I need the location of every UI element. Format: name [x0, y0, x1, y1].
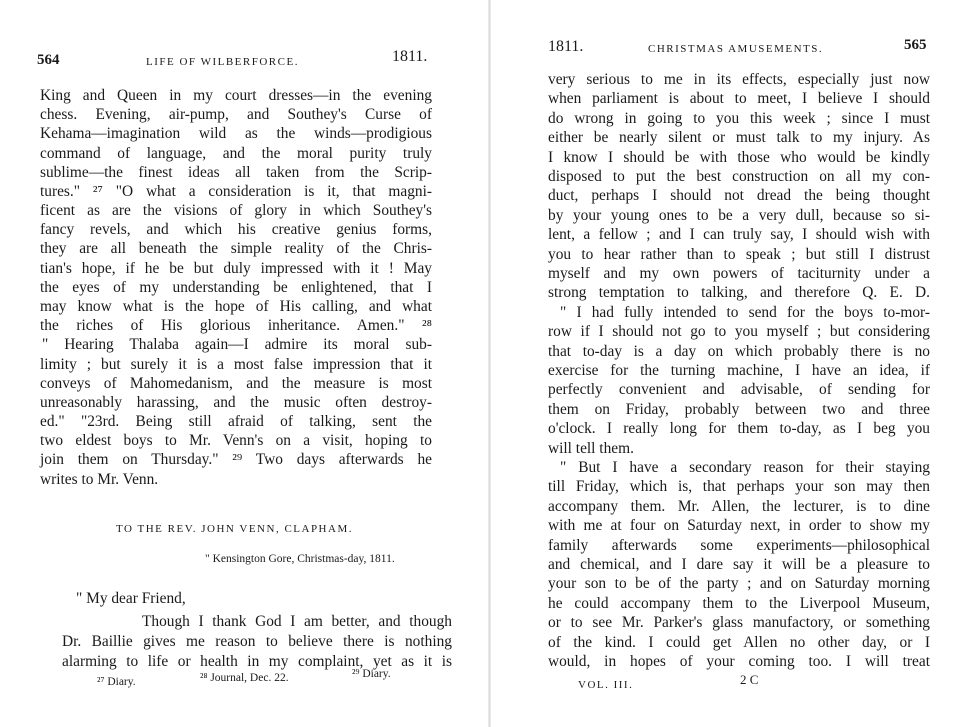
text-line: o'clock. I really long for them to-day, as I beg you [548, 420, 930, 438]
left-running-title-text: LIFE OF WILBERFORCE. [146, 56, 299, 68]
text-line: Though I thank God I am better, and though [142, 613, 452, 630]
text-line: Kehama—imagination wild as the winds—prodigious [40, 125, 432, 143]
text-line: when parliament is about to meet, I believe I should [548, 90, 930, 108]
footnote-28: ²⁸ Journal, Dec. 22. [200, 672, 289, 684]
right-running-title-text: CHRISTMAS AMUSEMENTS. [648, 43, 824, 55]
text-line: I know I should be with those who would be kindly [548, 148, 930, 166]
text-line: unreasonably harassing, and the music often destroy- [40, 393, 432, 411]
text-line: he could accompany them to the Liverpool Museum, [548, 594, 930, 612]
left-year: 1811. [392, 48, 428, 65]
text-line: command of language, and the moral purity truly [40, 144, 432, 162]
text-line: two eldest boys to Mr. Venn's on a visit, hoping to [40, 432, 432, 450]
text-line: conveys of Mahomedanism, and the measure is most [40, 374, 432, 392]
left-page-number: 564 [37, 52, 60, 68]
text-line: and chemical, and I dare say it will be a pleasure to [548, 556, 930, 573]
right-page [490, 0, 980, 727]
text-line: " But I have a secondary reason for their staying [560, 459, 930, 476]
letter-salutation: " My dear Friend, [76, 590, 186, 607]
text-line: lent, a fellow ; and I can truly say, I should wish with [548, 226, 930, 244]
text-line: would, in hopes of your coming too. I will treat [548, 653, 930, 670]
signature-volume [578, 676, 633, 692]
text-line: tures." ²⁷ "O what a consideration is it, that magni- [40, 182, 432, 200]
text-line: tian's hope, if he be but duly impressed with it ! May [40, 259, 432, 277]
text-line: duct, perhaps I should not dread the being thought [548, 187, 930, 205]
text-line: alarming to life or health in my complaint, yet as it is [62, 652, 452, 670]
text-line: accompany them. Mr. Allen, the lecturer, is to dine [548, 497, 930, 515]
text-line: family afterwards some experiments—philosophical [548, 536, 930, 554]
signature-volume-text: VOL. III. [578, 679, 634, 691]
text-line: perfectly convenient and advisable, of sending for [548, 381, 930, 399]
text-line: " Hearing Thalaba again—I admire its moral sub- [42, 336, 432, 354]
text-line: by your young ones to be a very dull, because so si- [548, 206, 930, 224]
text-line: chess. Evening, air-pump, and Southey's Curse of [40, 106, 432, 124]
letter-dateline: " Kensington Gore, Christmas-day, 1811. [205, 553, 395, 565]
text-line: limity ; but surely it is a most false impression that it [40, 355, 432, 373]
text-line: them on Friday, probably between two and three [548, 400, 930, 418]
text-line: of the kind. I could get Allen no other day, or I [548, 633, 930, 651]
text-line: with me at four on Saturday next, in order to show my [548, 517, 930, 535]
text-line: King and Queen in my court dresses—in the evening [40, 87, 432, 104]
text-line: till Friday, which is, that perhaps your son may then [548, 478, 930, 496]
text-line: that to-day is a day on which probably there is no [548, 342, 930, 360]
text-line: Dr. Baillie gives me reason to believe there is nothing [62, 632, 452, 650]
text-line: ed." "23rd. Being still afraid of talking, sent the [40, 413, 432, 431]
text-line: ficent as are the visions of glory in which Southey's [40, 202, 432, 220]
text-line: join them on Thursday." ²⁹ Two days afterwards he [40, 451, 432, 469]
text-line: writes to Mr. Venn. [40, 470, 159, 488]
text-line: fancy revels, and which his creative genius forms, [40, 221, 432, 239]
right-running-title [648, 41, 823, 57]
text-line: do wrong in going to you this week ; since I must [548, 109, 930, 127]
text-line: the riches of His glorious inheritance. Amen." ²⁸ [40, 317, 432, 335]
text-line: row if I should not go to you myself ; but considering [548, 323, 930, 341]
text-line: sublime—the finest ideas all taken from the Scrip- [40, 163, 432, 181]
footnote-27: ²⁷ Diary. [97, 676, 136, 688]
text-line: you to hear rather than to speak ; but still I distrust [548, 245, 930, 263]
text-line: they are all beneath the simple reality of the Chris- [40, 240, 432, 258]
left-running-title [146, 54, 299, 70]
text-line: " I had fully intended to send for the boys to-mor- [560, 303, 930, 321]
text-line: the eyes of my understanding be enlightened, that I [40, 278, 432, 296]
text-line: your son to be of the party ; and on Saturday morning [548, 575, 930, 593]
right-year: 1811. [548, 38, 584, 55]
text-line: myself and my own powers of taciturnity under a [548, 265, 930, 282]
letter-heading: TO THE REV. JOHN VENN, CLAPHAM. [116, 523, 353, 535]
right-page-number: 565 [904, 37, 927, 53]
footnote-29: ²⁹ Diary. [352, 668, 391, 680]
text-line: or to see Mr. Parker's glass manufactory, or something [548, 614, 930, 632]
text-line: very serious to me in its effects, especially just now [548, 71, 930, 88]
text-line: strong temptation to talking, and therefore Q. E. D. [548, 284, 930, 302]
signature-mark: 2 C [740, 672, 759, 687]
text-line: exercise for the turning machine, I have an idea, if [548, 362, 930, 379]
text-line: either be nearly silent or must talk to my injury. As [548, 129, 930, 147]
text-line: will tell them. [548, 439, 634, 457]
text-line: may know what is the hope of His calling, and what [40, 297, 432, 315]
text-line: disposed to put the best construction on all my con- [548, 168, 930, 185]
